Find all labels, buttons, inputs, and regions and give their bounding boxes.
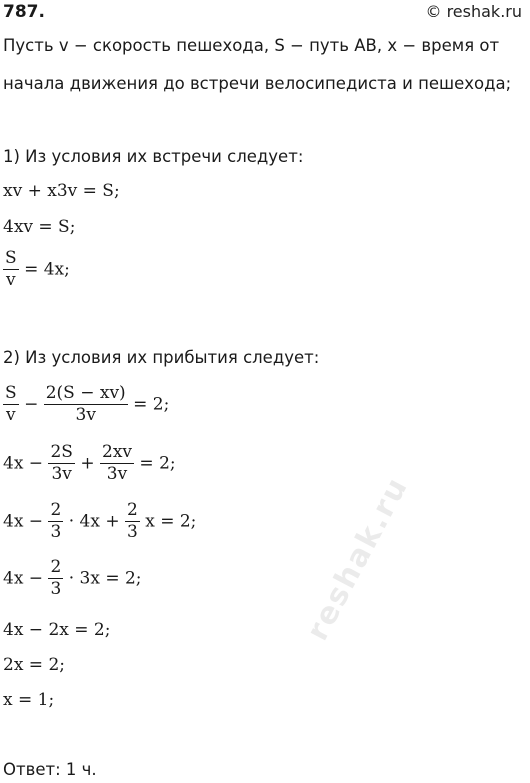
answer: Ответ: 1 ч.	[3, 760, 97, 779]
step1-heading: 1) Из условия их встречи следует:	[3, 147, 304, 166]
step1-eq1: xv + x3v = S;	[3, 181, 120, 201]
frac-den: 3	[126, 522, 138, 543]
frac-num: 2	[50, 500, 62, 520]
frac-num: 2xv	[102, 442, 133, 462]
eq-rest: x = 2;	[145, 511, 197, 532]
step2-eq3	[3, 500, 196, 544]
step2-eq2	[3, 442, 176, 486]
op-plus: +	[80, 453, 95, 474]
intro-line-2: начала движения до встречи велосипедиста и пешехода;	[3, 74, 512, 93]
step1-eq2: 4xv = S;	[3, 217, 76, 237]
intro-line-1: Пусть v − скорость пешехода, S − путь AB, x − время от	[3, 36, 500, 55]
frac-den: 3	[50, 579, 62, 600]
eq-rest: = 2;	[133, 394, 170, 415]
step2-heading: 2) Из условия их прибытия следует:	[3, 348, 320, 367]
step2-eq7: x = 1;	[3, 690, 55, 710]
eq-lead: 4x −	[3, 568, 44, 589]
op-minus: −	[24, 394, 39, 415]
diagonal-watermark: reshak.ru	[300, 470, 416, 647]
frac-den: 3	[50, 522, 62, 543]
step2-eq5: 4x − 2x = 2;	[3, 620, 111, 640]
frac-den: v	[3, 404, 19, 426]
frac-num: S	[5, 248, 17, 268]
frac-den: 3v	[100, 463, 134, 485]
eq-rest: = 4x;	[24, 259, 70, 280]
eq-mid: · 4x +	[68, 511, 120, 532]
frac-den: v	[3, 269, 19, 291]
eq-rest: · 3x = 2;	[68, 568, 142, 589]
frac-num: S	[5, 383, 17, 403]
watermark: © reshak.ru	[425, 2, 522, 21]
eq-rest: = 2;	[139, 453, 176, 474]
step2-eq6: 2x = 2;	[3, 655, 65, 675]
step2-eq1	[3, 383, 169, 427]
eq-lead: 4x −	[3, 511, 44, 532]
frac-den: 3v	[48, 463, 74, 485]
eq-lead: 4x −	[3, 453, 44, 474]
frac-num: 2(S − xv)	[45, 383, 126, 403]
frac-num: 2	[126, 500, 138, 520]
step1-eq3	[3, 248, 70, 292]
frac-num: 2S	[50, 442, 73, 462]
frac-num: 2	[50, 557, 62, 577]
problem-number: 787.	[3, 2, 45, 22]
step2-eq4	[3, 557, 142, 601]
frac-den: 3v	[44, 404, 128, 426]
